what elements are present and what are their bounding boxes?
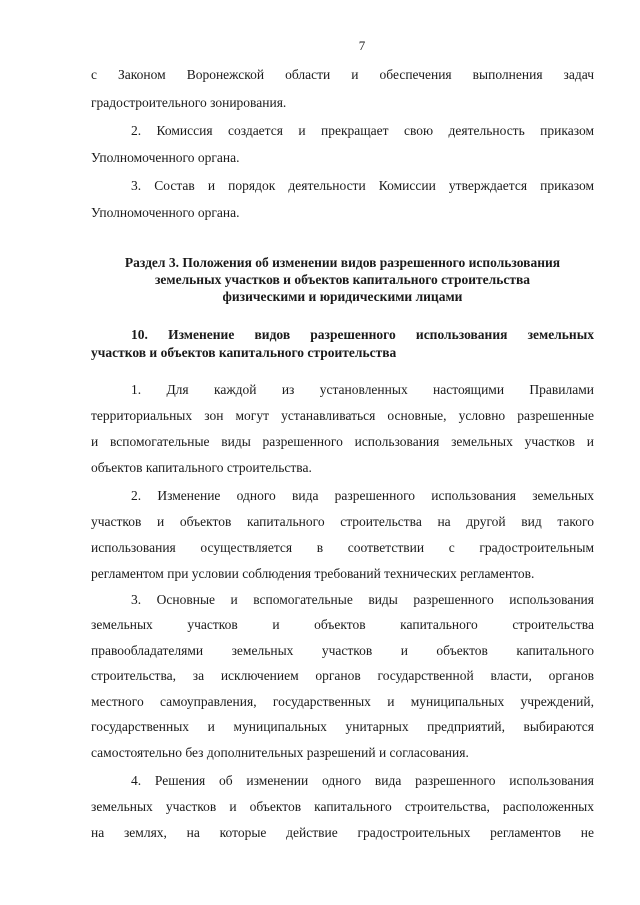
item-line: местного самоуправления, государственных и муниципальных учреждений, — [91, 694, 594, 709]
item-line: земельных участков и объектов капитального строительства, расположенных — [91, 799, 594, 814]
paragraph-line: Уполномоченного органа. — [91, 205, 240, 220]
item-line: государственных и муниципальных унитарных предприятий, выбираются — [91, 719, 594, 734]
item-line: и вспомогательные виды разрешенного использования земельных участков и — [91, 434, 594, 449]
item-line: 4. Решения об изменении одного вида разрешенного использования — [131, 773, 594, 788]
article-title-line: участков и объектов капитального строительства — [91, 345, 397, 360]
paragraph-line: 3. Состав и порядок деятельности Комиссии утверждается приказом — [131, 178, 594, 193]
section-title-line: физическими и юридическими лицами — [222, 289, 463, 304]
section-title-line: земельных участков и объектов капитального строительства — [154, 272, 531, 287]
item-line: 2. Изменение одного вида разрешенного использования земельных — [131, 488, 594, 503]
item-line: правообладателями земельных участков и объектов капитального — [91, 643, 594, 658]
item-line: 1. Для каждой из установленных настоящими Правилами — [131, 382, 594, 397]
item-line: самостоятельно без дополнительных разрешений и согласования. — [91, 745, 469, 760]
item-line: использования осуществляется в соответствии с градостроительным — [91, 540, 594, 555]
section-title-line: Раздел 3. Положения об изменении видов разрешенного использования — [124, 255, 561, 270]
paragraph-line: Уполномоченного органа. — [91, 150, 240, 165]
item-line: строительства, за исключением органов государственной власти, органов — [91, 668, 594, 683]
item-line: территориальных зон могут устанавливаться основные, условно разрешенные — [91, 408, 594, 423]
item-line: регламентом при условии соблюдения требований технических регламентов. — [91, 566, 535, 581]
item-line: объектов капитального строительства. — [91, 460, 312, 475]
paragraph-line: градостроительного зонирования. — [91, 95, 287, 110]
page-number: 7 — [358, 38, 366, 53]
article-title-line: 10. Изменение видов разрешенного использования земельных — [131, 327, 594, 342]
item-line: участков и объектов капитального строительства на другой вид такого — [91, 514, 594, 529]
item-line: 3. Основные и вспомогательные виды разрешенного использования — [131, 592, 594, 607]
paragraph-line: 2. Комиссия создается и прекращает свою деятельность приказом — [131, 123, 594, 138]
item-line: на землях, на которые действие градостроительных регламентов не — [91, 825, 594, 840]
item-line: земельных участков и объектов капитального строительства — [91, 617, 594, 632]
paragraph-line: с Законом Воронежской области и обеспечения выполнения задач — [91, 67, 594, 82]
